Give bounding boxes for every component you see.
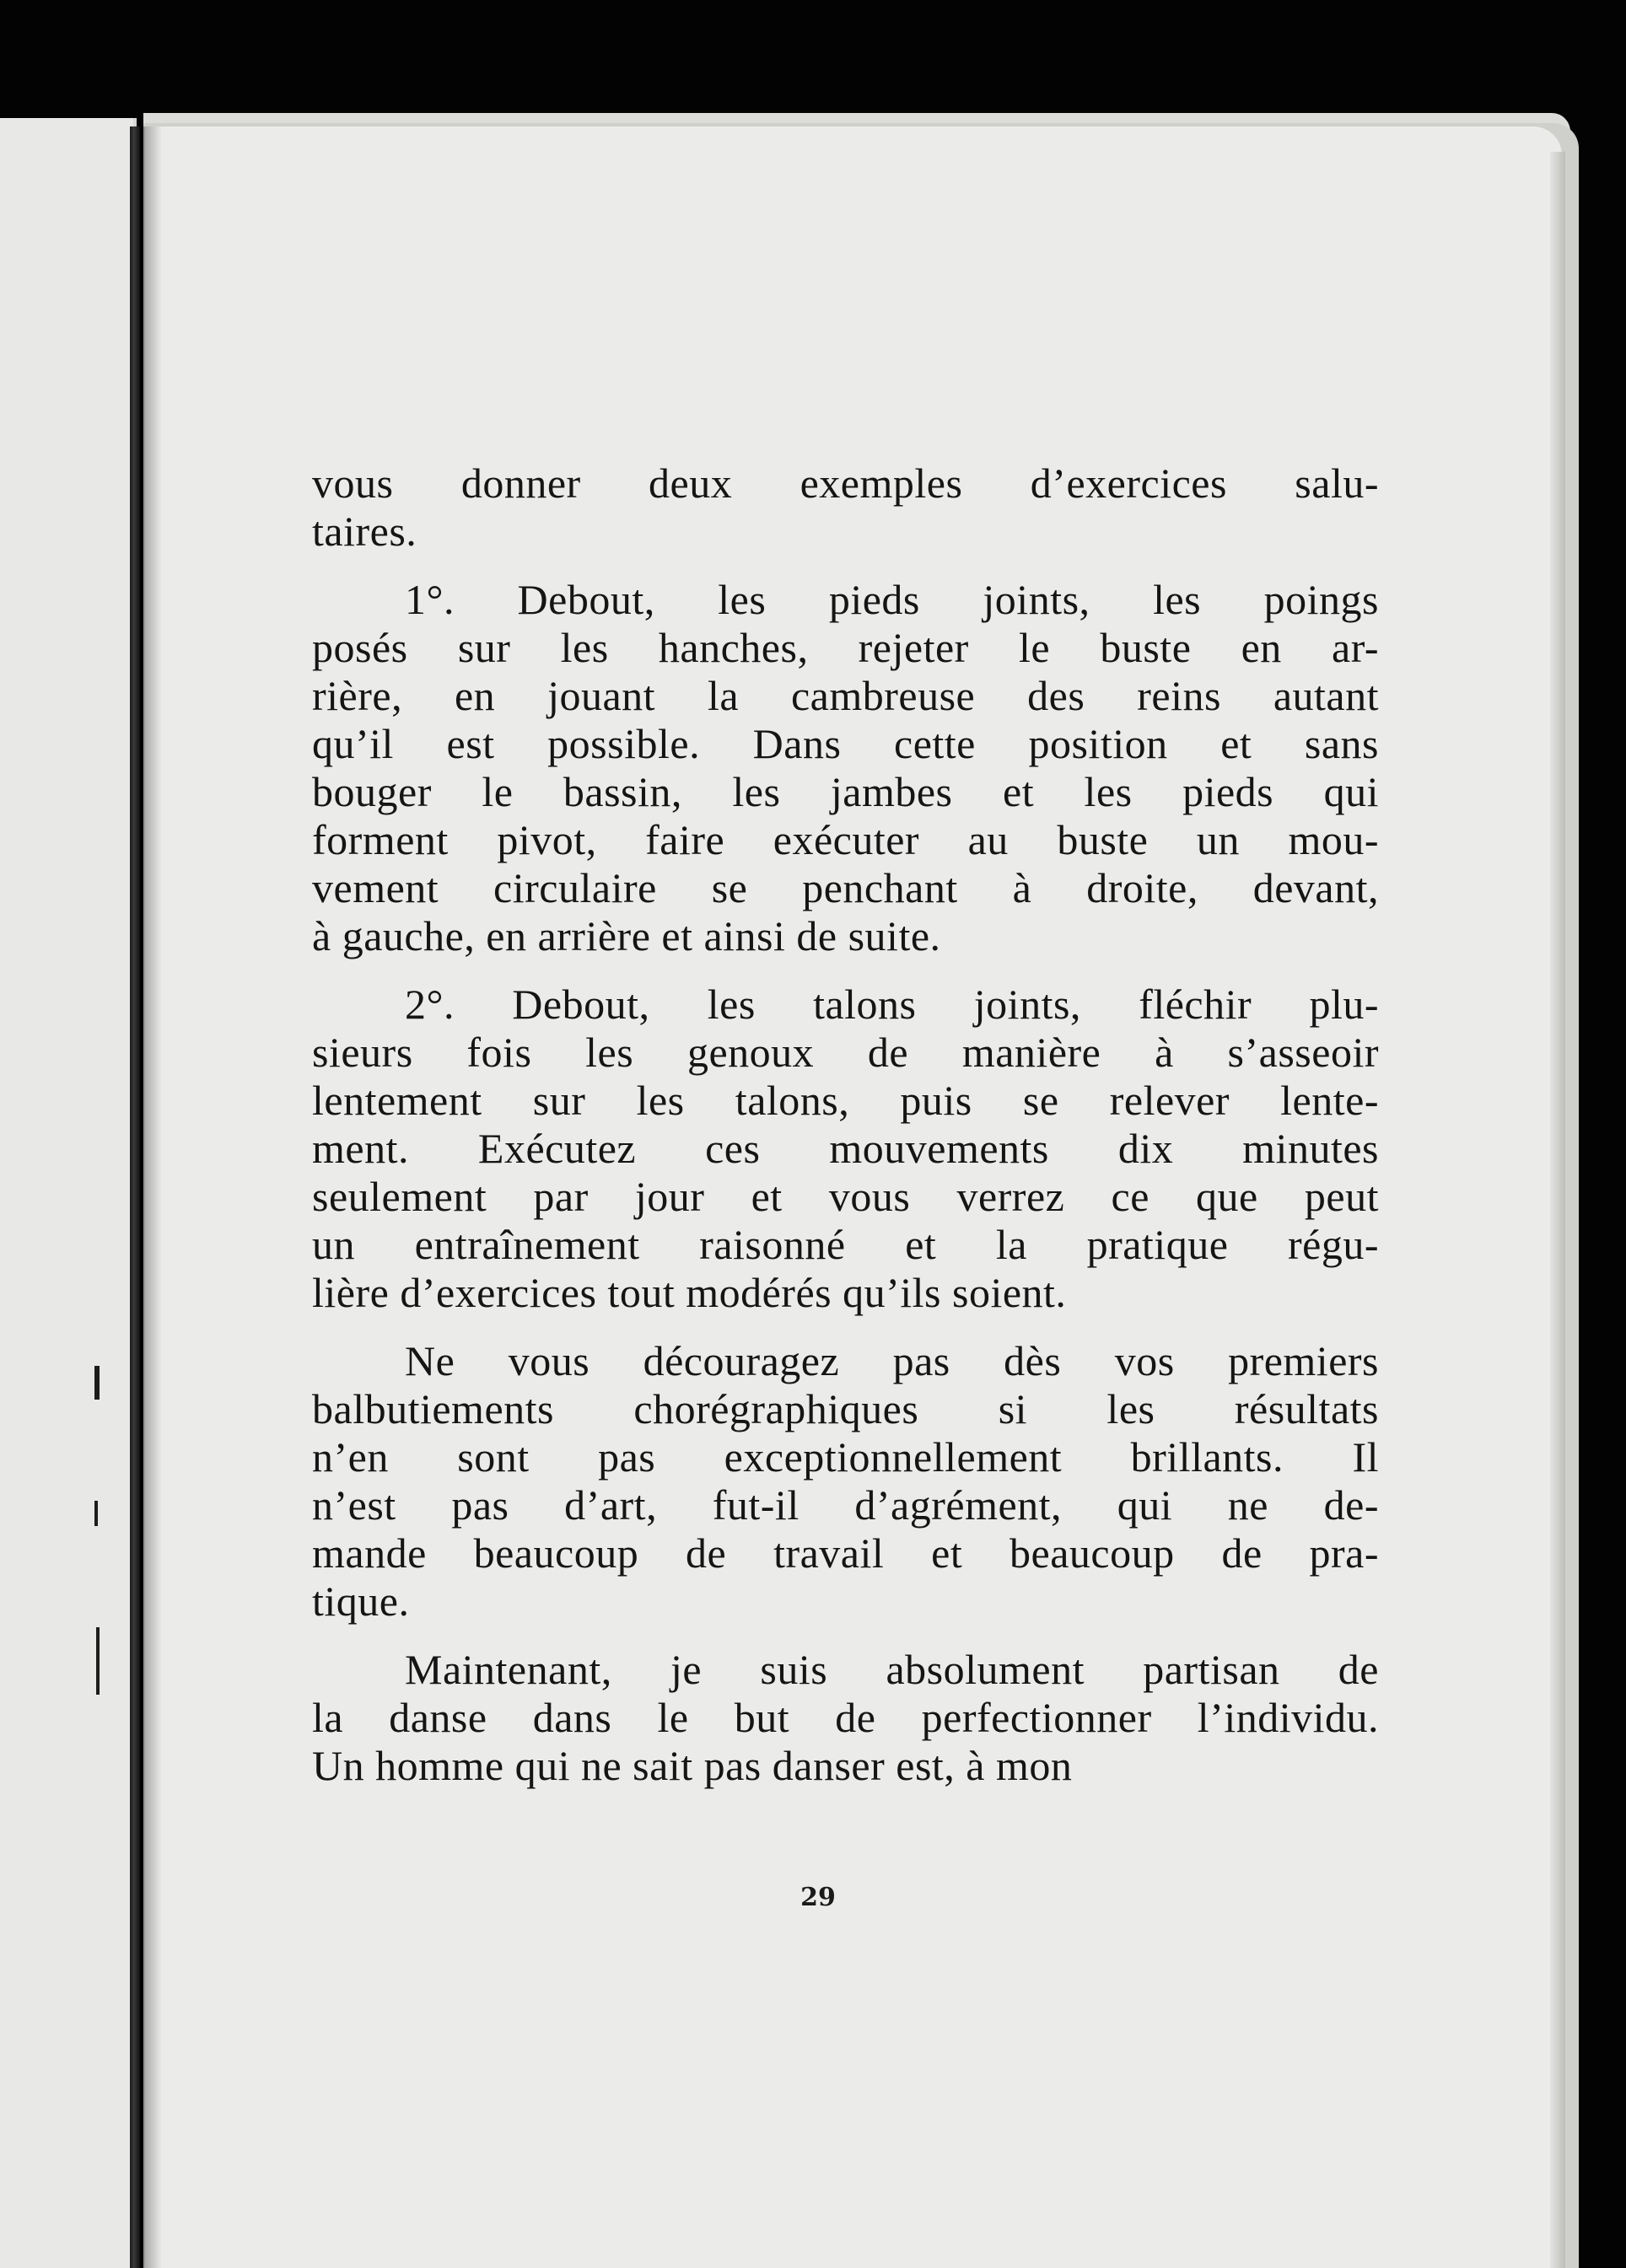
margin-mark <box>94 1366 100 1400</box>
text-line: taires. <box>312 508 417 555</box>
text-line: vous donner deux exemples d’exercices salu- <box>312 460 1379 507</box>
paragraph <box>312 460 1379 556</box>
text-line: n’est pas d’art, fut-il d’agrément, qui ne de- <box>312 1481 1379 1529</box>
text-line: ment. Exécutez ces mouvements dix minutes <box>312 1125 1379 1172</box>
gutter-shadow <box>140 126 162 2268</box>
text-line: 2°. Debout, les talons joints, fléchir plu- <box>405 981 1379 1028</box>
text-line: seulement par jour et vous verrez ce que peut <box>312 1173 1379 1220</box>
paragraph <box>312 981 1379 1317</box>
text-line: Un homme qui ne sait pas danser est, à mon <box>312 1742 1073 1789</box>
margin-mark <box>96 1627 100 1695</box>
page-number: 29 <box>800 1883 836 1912</box>
book-spine <box>130 126 140 2268</box>
text-line: un entraînement raisonné et la pratique régu- <box>312 1221 1379 1268</box>
paragraph <box>312 576 1379 960</box>
right-page-fore-edge <box>1550 152 1565 2268</box>
text-line: Ne vous découragez pas dès vos premiers <box>405 1337 1379 1384</box>
text-line: forment pivot, faire exécuter au buste un mou- <box>312 816 1379 863</box>
text-line: la danse dans le but de perfectionner l’individu. <box>312 1694 1379 1741</box>
text-line: posés sur les hanches, rejeter le buste en ar- <box>312 624 1379 671</box>
paragraph <box>312 1337 1379 1626</box>
text-line: mande beaucoup de travail et beaucoup de pra- <box>312 1529 1379 1577</box>
text-line: vement circulaire se penchant à droite, devant, <box>312 864 1379 911</box>
paragraph <box>312 1646 1379 1790</box>
text-line: lière d’exercices tout modérés qu’ils soient. <box>312 1269 1067 1316</box>
text-line: 1°. Debout, les pieds joints, les poings <box>405 576 1379 623</box>
margin-mark <box>94 1501 98 1526</box>
text-line: Maintenant, je suis absolument partisan de <box>405 1646 1379 1693</box>
text-line: sieurs fois les genoux de manière à s’asseoir <box>312 1029 1379 1076</box>
text-line: à gauche, en arrière et ainsi de suite. <box>312 912 941 959</box>
text-line: n’en sont pas exceptionnellement brillants. Il <box>312 1433 1379 1481</box>
text-line: qu’il est possible. Dans cette position et sans <box>312 720 1379 767</box>
text-line: lentement sur les talons, puis se relever lente- <box>312 1077 1379 1124</box>
left-page-edge <box>0 118 137 2268</box>
text-line: balbutiements chorégraphiques si les résultats <box>312 1385 1379 1432</box>
body-text <box>312 460 1379 1810</box>
text-line: rière, en jouant la cambreuse des reins autant <box>312 672 1379 719</box>
text-line: tique. <box>312 1577 410 1625</box>
text-line: bouger le bassin, les jambes et les pieds qui <box>312 768 1379 815</box>
